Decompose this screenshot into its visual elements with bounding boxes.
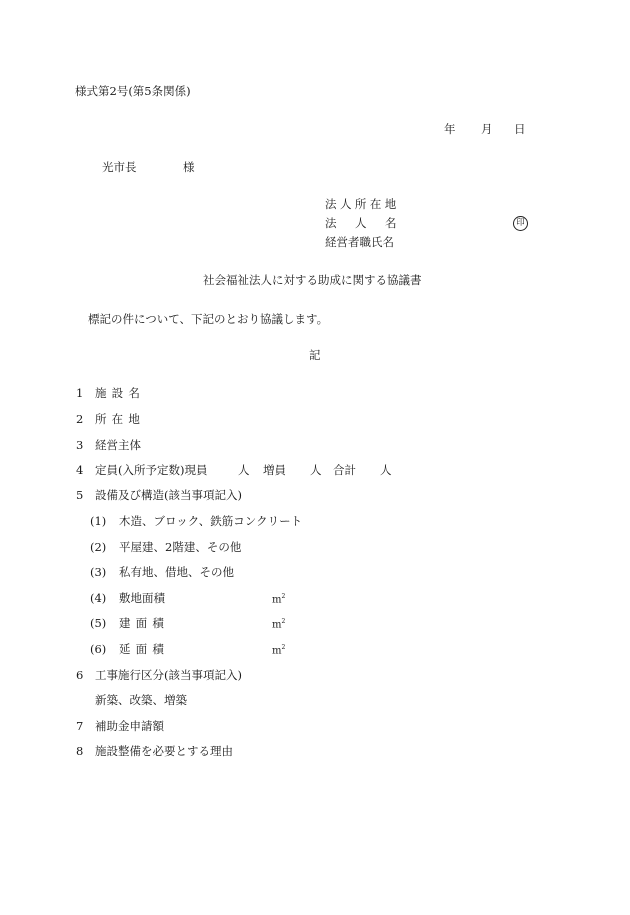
item-number: 8 [76,744,84,758]
sub-item-text-floor-area: 延面積 [119,642,170,656]
sub-item-number: (1) [90,514,107,528]
sub-item-text: 木造、ブロック、鉄筋コンクリート [119,514,303,528]
area-unit: $m^2$ [272,593,286,606]
date-year: 年 [444,122,456,136]
item-label-operator: 経営主体 [95,438,141,452]
intro-text: 標記の件について、下記のとおり協議します。 [88,312,329,326]
capacity-increase-label: 増員 [263,463,286,477]
area-unit: $m^2$ [272,644,286,657]
construction-type-options: 新築、改築、増築 [95,693,187,707]
sub-item-number: (2) [90,540,107,554]
applicant-address-label: 法人所在地 [325,197,400,211]
sub-item-number: (6) [90,642,107,656]
sub-item-text-building-area: 建面積 [119,616,170,630]
item-number: 1 [76,386,84,400]
applicant-name-label-1: 法 [325,216,337,230]
addressee-name: 光市長 [102,160,137,174]
item-number: 3 [76,438,84,452]
applicant-name-label-2: 人 [355,216,367,230]
seal-mark: 印 [513,216,528,231]
item-label-location: 所在地 [95,412,146,426]
item-number: 5 [76,488,84,502]
item-label-facility-name: 施設名 [95,386,146,400]
capacity-increase-unit: 人 [310,463,322,477]
area-unit: $m^2$ [272,618,286,631]
sub-item-text: 私有地、借地、その他 [119,565,234,579]
item-number: 6 [76,668,84,682]
item-number: 7 [76,719,84,733]
sub-item-text: 平屋建、2階建、その他 [119,540,242,554]
addressee-honorific: 様 [183,160,195,174]
item-number: 2 [76,412,84,426]
capacity-current-unit: 人 [238,463,250,477]
capacity-total-unit: 人 [380,463,392,477]
date-month: 月 [481,122,493,136]
form-number: 様式第2号(第5条関係) [75,84,191,98]
sub-item-number: (4) [90,591,107,605]
item-label-construction-type: 工事施行区分(該当事項記入) [95,668,242,682]
applicant-representative-label: 経営者職氏名 [325,235,394,249]
capacity-total-label: 合計 [333,463,356,477]
item-label-capacity: 定員(入所予定数)現員 [95,463,208,477]
ki-heading: 記 [309,348,321,362]
item-number: 4 [76,463,84,477]
item-label-reason: 施設整備を必要とする理由 [95,744,233,758]
item-label-structure: 設備及び構造(該当事項記入) [95,488,242,502]
applicant-name-label-3: 名 [385,216,397,230]
sub-item-number: (5) [90,616,107,630]
date-day: 日 [514,122,526,136]
item-label-subsidy-amount: 補助金申請額 [95,719,164,733]
sub-item-text-site-area: 敷地面積 [119,591,165,605]
document-title: 社会福祉法人に対する助成に関する協議書 [203,273,422,287]
sub-item-number: (3) [90,565,107,579]
